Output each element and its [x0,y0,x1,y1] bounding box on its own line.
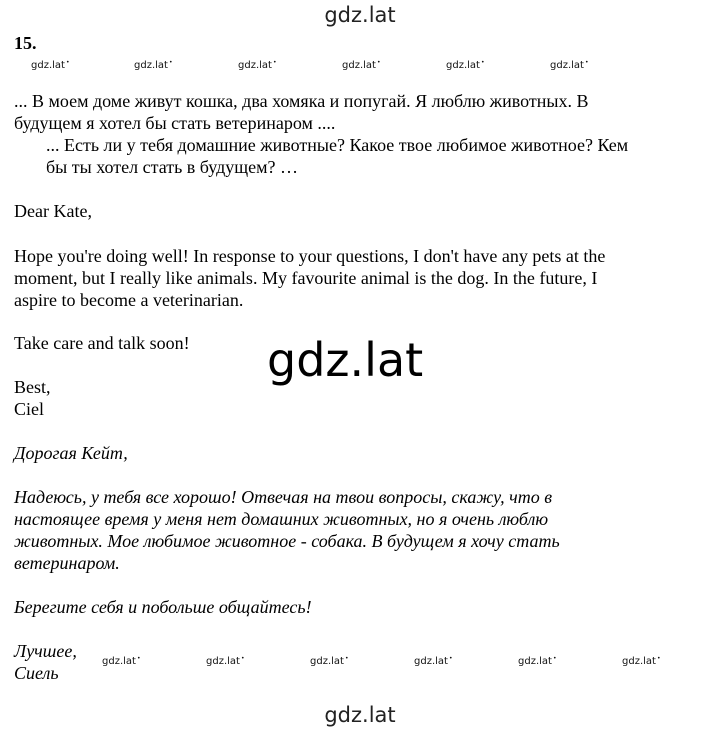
prompt-line-4: бы ты хотел стать в будущем? … [46,157,299,177]
small-watermark: gdz.lat • [134,59,173,71]
letter-en-closing: Take care and talk soon! [14,333,190,353]
small-watermark: gdz.lat • [446,59,485,71]
small-watermark: gdz.lat • [518,655,557,667]
small-watermark: gdz.lat • [31,59,70,71]
site-watermark-top: gdz.lat [324,3,396,27]
small-watermark: gdz.lat • [622,655,661,667]
small-watermark: gdz.lat • [342,59,381,71]
letter-en-name: Ciel [14,399,44,419]
letter-en-body-line-2: moment, but I really like animals. My favourite animal is the dog. In the future, I [14,268,598,288]
letter-ru-closing: Берегите себя и побольше общайтесь! [14,597,312,617]
letter-ru-signoff: Лучшее, [14,641,77,661]
small-watermark: gdz.lat • [414,655,453,667]
letter-en-greeting: Dear Kate, [14,201,92,221]
small-watermark: gdz.lat • [310,655,349,667]
prompt-line-2: будущем я хотел бы стать ветеринаром .... [14,113,336,133]
letter-ru-body-line-3: животных. Мое любимое животное - собака. В будущем я хочу стать [14,531,560,551]
site-watermark-bottom: gdz.lat [324,703,396,727]
small-watermark: gdz.lat • [102,655,141,667]
letter-en-body-line-3: aspire to become a veterinarian. [14,290,244,310]
letter-ru-body-line-2: настоящее время у меня нет домашних животных, но я очень люблю [14,509,549,529]
small-watermark: gdz.lat • [550,59,589,71]
large-watermark: gdz.lat [267,333,424,387]
letter-ru-body-line-1: Надеюсь, у тебя все хорошо! Отвечая на твои вопросы, скажу, что в [14,487,553,507]
exercise-number: 15. [14,33,37,53]
small-watermark: gdz.lat • [206,655,245,667]
prompt-line-3: ... Есть ли у тебя домашние животные? Какое твое любимое животное? Кем [46,135,629,155]
small-watermark: gdz.lat • [238,59,277,71]
letter-ru-name: Сиель [14,663,59,683]
letter-ru-greeting: Дорогая Кейт, [14,443,128,463]
letter-en-body-line-1: Hope you're doing well! In response to your questions, I don't have any pets at the [14,246,606,266]
prompt-line-1: ... В моем доме живут кошка, два хомяка и попугай. Я люблю животных. В [14,91,589,111]
letter-ru-body-line-4: ветеринаром. [14,553,120,573]
letter-en-signoff: Best, [14,377,51,397]
